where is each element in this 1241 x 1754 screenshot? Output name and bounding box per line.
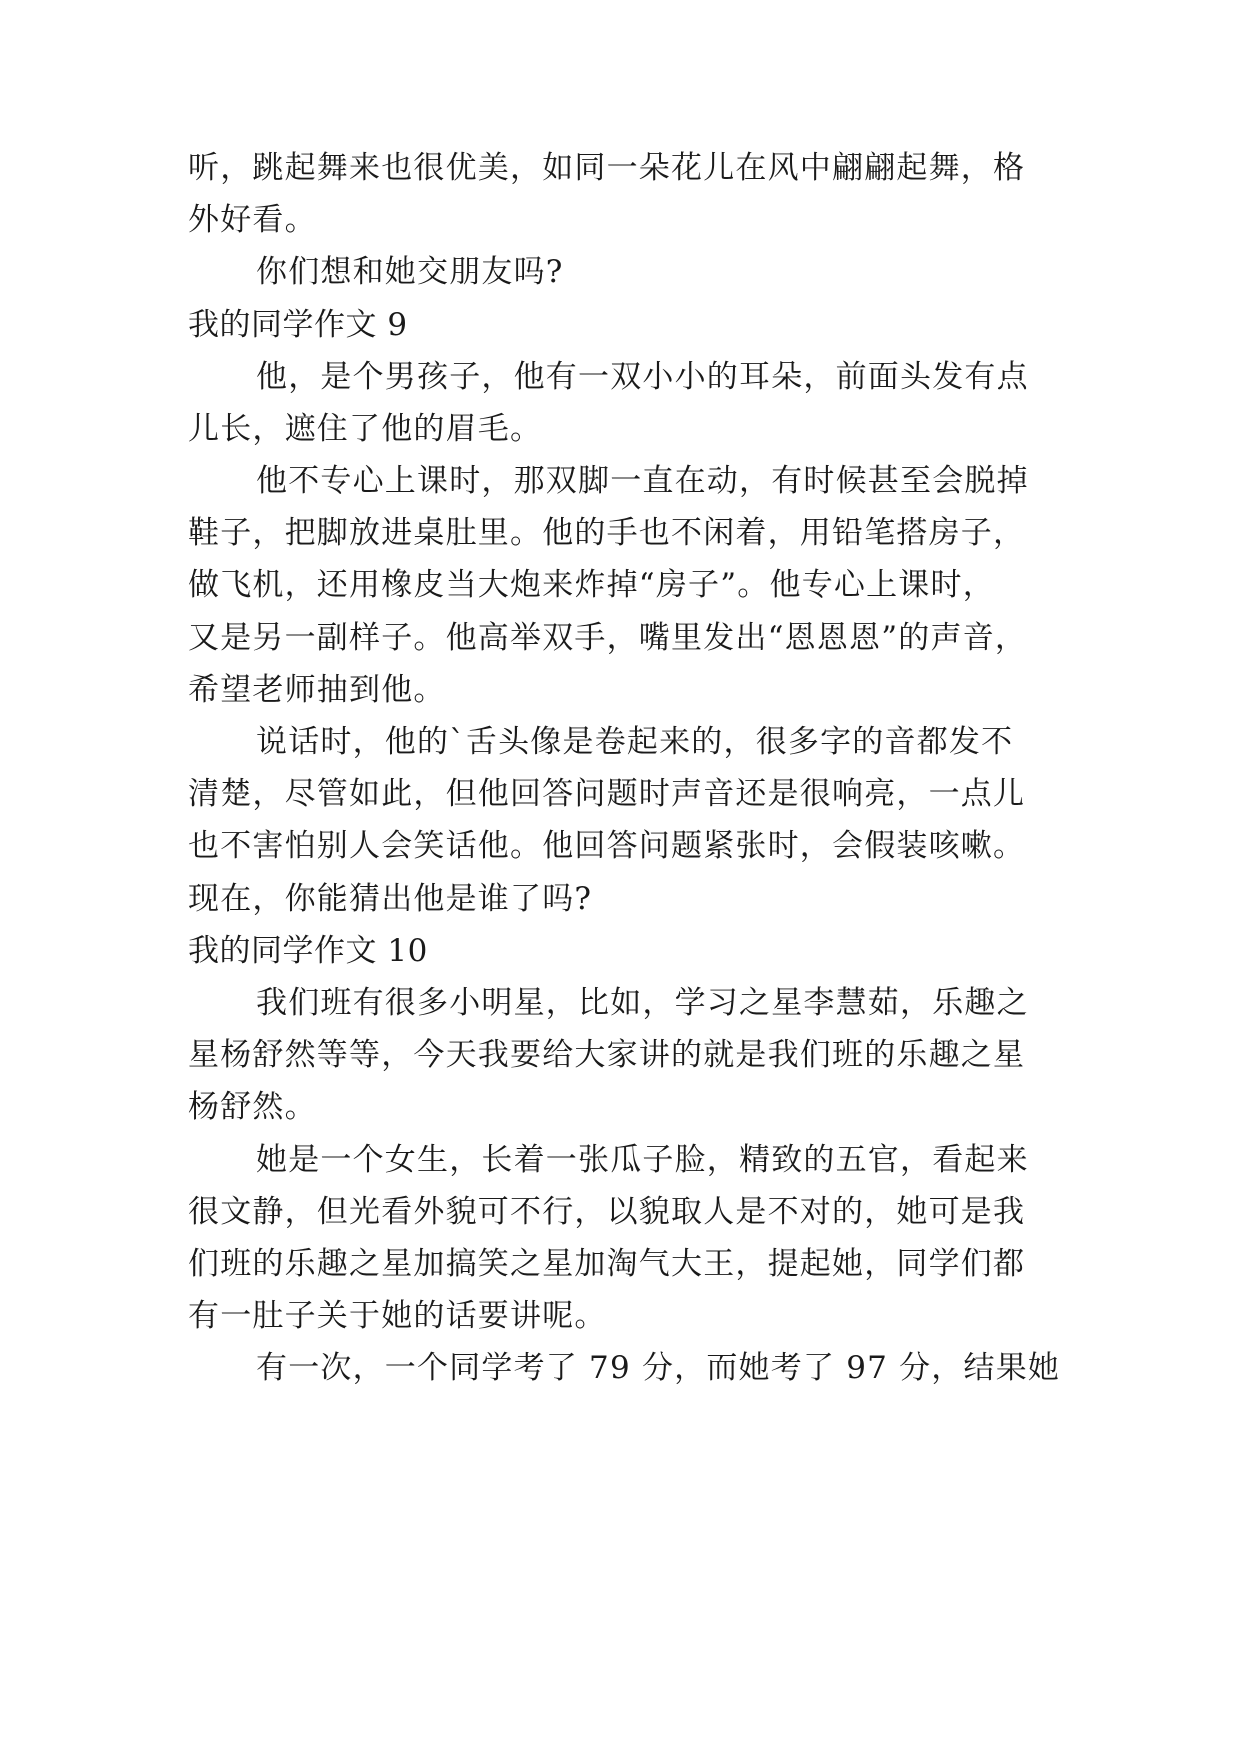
- body-text-line: 又是另一副样子。他高举双手，嘴里发出“恩恩恩”的声音，: [188, 620, 1028, 656]
- body-text-line: 有一次，一个同学考了 79 分，而她考了 97 分，结果她: [256, 1350, 1061, 1386]
- body-text-line: 希望老师抽到他。: [188, 672, 446, 708]
- body-text-line: 说话时，他的`舌头像是卷起来的，很多字的音都发不: [256, 724, 1014, 760]
- body-text-line: 星杨舒然等等，今天我要给大家讲的就是我们班的乐趣之星: [188, 1037, 1026, 1073]
- section-heading: 我的同学作文 10: [188, 933, 428, 969]
- body-text-line: 听，跳起舞来也很优美，如同一朵花儿在风中翩翩起舞，格: [188, 150, 1026, 186]
- body-text-line: 我们班有很多小明星，比如，学习之星李慧茹，乐趣之: [256, 985, 1029, 1021]
- body-text-line: 很文静，但光看外貌可不行，以貌取人是不对的，她可是我: [188, 1194, 1026, 1230]
- body-text-line: 儿长，遮住了他的眉毛。: [188, 411, 543, 447]
- body-text-line: 杨舒然。: [188, 1089, 317, 1125]
- body-text-line: 他，是个男孩子，他有一双小小的耳朵，前面头发有点: [256, 359, 1029, 395]
- body-text-line: 也不害怕别人会笑话他。他回答问题紧张时，会假装咳嗽。: [188, 828, 1026, 864]
- section-heading: 我的同学作文 9: [188, 307, 408, 343]
- body-text-line: 外好看。: [188, 202, 317, 238]
- body-text-line: 现在，你能猜出他是谁了吗?: [188, 881, 593, 917]
- body-text-line: 做飞机，还用橡皮当大炮来炸掉“房子”。他专心上课时，: [188, 567, 995, 603]
- body-text-line: 他不专心上课时，那双脚一直在动，有时候甚至会脱掉: [256, 463, 1029, 499]
- body-text-line: 你们想和她交朋友吗?: [256, 254, 564, 290]
- body-text-line: 清楚，尽管如此，但他回答问题时声音还是很响亮，一点儿: [188, 776, 1026, 812]
- body-text-line: 鞋子，把脚放进桌肚里。他的手也不闲着，用铅笔搭房子，: [188, 515, 1026, 551]
- body-text-line: 有一肚子关于她的话要讲呢。: [188, 1298, 607, 1334]
- body-text-line: 她是一个女生，长着一张瓜子脸，精致的五官，看起来: [256, 1142, 1029, 1178]
- body-text-line: 们班的乐趣之星加搞笑之星加淘气大王，提起她，同学们都: [188, 1246, 1026, 1282]
